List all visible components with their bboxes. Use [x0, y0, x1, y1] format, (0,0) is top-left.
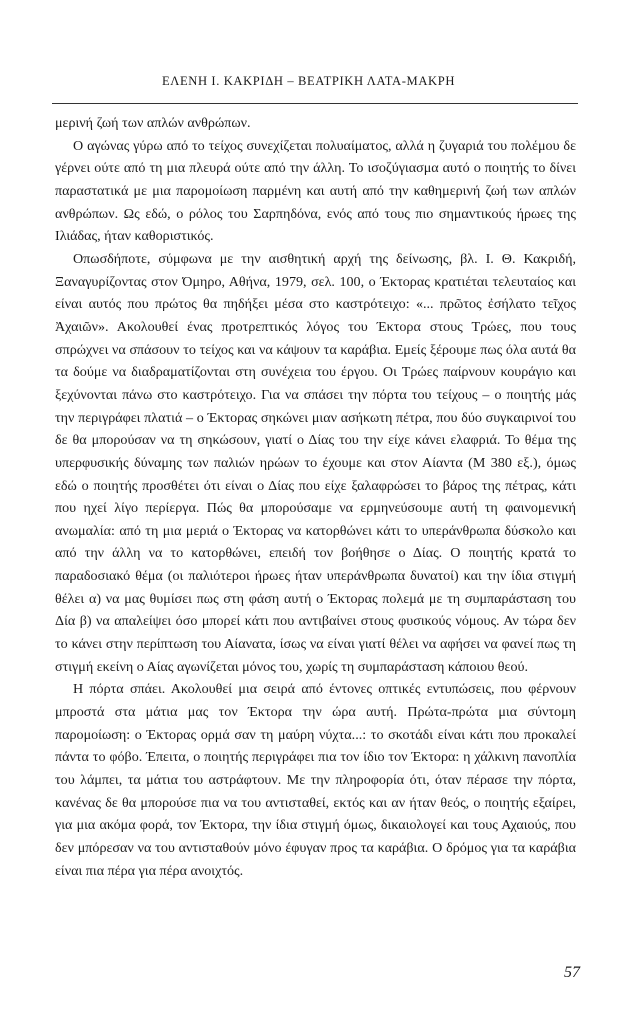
paragraph: Οπωσδήποτε, σύμφωνα με την αισθητική αρχή της δείνωσης, βλ. Ι. Θ. Κακριδή, Ξαναγυρίζοντας στον Όμηρο, Αθήνα, 1979, σελ. 100, ο Έκτορας κρατιέται τελευταίος και είναι αυτός που πρώτος θα πηδήξει μέσα στο καστρότειχο: «... πρῶτος ἐσήλατο τεῖχος Ἀχαιῶν». Ακολουθεί ένας προτρεπτικός λόγος του Έκτορα στους Τρώες, που τους σπρώχνει να σπάσουν το τείχος και να κάψουν τα καράβια. Εμείς ξέρουμε πως όλα αυτά θα τα δούμε να διαδραματίζονται στη συνέχεια του έργου. Οι Τρώες παίρνουν κουράγιο και ξεχύνονται πάνω στο καστρότειχο. Για να σπάσει την πόρτα του τείχους – ο ποιητής μάς την περιγράφει πλατιά – ο Έκτορας σηκώνει μιαν ασήκωτη πέτρα, που δύο συγκαιρινοί του δε θα μπορούσαν να τη σηκώσουν, γιατί ο Δίας του την είχε κάνει ελαφριά. Το θέμα της υπερφυσικής δύναμης των παλιών ηρώων το έχουμε και στον Αίαντα (Μ 380 εξ.), όμως εδώ ο ποιητής προσθέτει ότι είναι ο Δίας που είχε ξαλαφρώσει το βάρος της πέτρας, κάτι που ηχεί λίγο περίεργα. Πώς θα μπορούσαμε να ερμηνεύσουμε αυτή τη φαινομενική ανωμαλία: από τη μια μεριά ο Έκτορας να κατορθώνει κάτι το υπεράνθρωπα δύσκολο και από την άλλη να το κατορθώνει, επειδή τον βοήθησε ο Δίας. Ο ποιητής κρατά το παραδοσιακό θέμα (οι παλιότεροι ήρωες ήταν υπεράνθρωπα δυνατοί) και την ίδια στιγμή θέλει α) να μας θυμίσει πως στη φάση αυτή ο Έκτορας πολεμά με τη συμπαράσταση του Δία β) να απαλείψει όσο μπορεί κάτι που αντιβαίνει στους φυσικούς νόμους. Αν τώρα δεν το κάνει στην περίπτωση του Αίανατα, ίσως να είναι γιατί θέλει να αφήσει να φανεί πως τη στιγμή εκείνη ο Αίας αγωνίζεται μόνος του, χωρίς τη συμπαράσταση κάποιου θεού.: [55, 250, 576, 675]
paragraph: Ο αγώνας γύρω από το τείχος συνεχίζεται πολυαίματος, αλλά η ζυγαριά του πολέμου δε γέρνει ούτε από τη μια πλευρά ούτε από την άλλη. Το ισοζύγιασμα αυτό ο ποιητής το δίνει παραστατικά με μια παρομοίωση παρμένη και αυτή από την καθημερινή ζωή των απλών ανθρώπων. Ως εδώ, ο ρόλος του Σαρπηδόνα, ενός από τους πιο σημαντικούς ήρωες της Ιλιάδας, ήταν καθοριστικός.: [55, 137, 576, 245]
paragraph-continuation: μερινή ζωή των απλών ανθρώπων.: [55, 115, 251, 131]
page-number: 57: [564, 964, 580, 981]
paragraph: Η πόρτα σπάει. Ακολουθεί μια σειρά από έντονες οπτικές εντυπώσεις, που φέρνουν μπροστά στα μάτια μας τον Έκτορα την ώρα αυτή. Πρώτα-πρώτα μια σύντομη παρομοίωση: ο Έκτορας ορμά σαν τη μαύρη νύχτα...: το σκοτάδι είναι κάτι που προκαλεί πάντα το φόβο. Έπειτα, ο ποιητής περιγράφει πια τον ίδιο τον Έκτορα: η χάλκινη πανοπλία του λάμπει, τα μάτια του αστράφτουν. Με την πληροφορία ότι, όταν πέρασε την πόρτα, κανένας δε θα μπορούσε πια να του αντισταθεί, εκτός και αν ήταν θεός, ο ποιητής εξαίρει, για μια ακόμα φορά, τον Έκτορα, την ίδια στιγμή όμως, δικαιολογεί και τους Αχαιούς, που δεν μπόρεσαν να του αντισταθούν μόνο έφυγαν προς τα καράβια. Ο δρόμος για τα καράβια είναι πια πέρα για πέρα ανοιχτός.: [55, 681, 576, 879]
body-text: [55, 112, 576, 882]
running-head: ΕΛΕΝΗ Ι. ΚΑΚΡΙΔΗ – ΒΕΑΤΡΙΚΗ ΛΑΤΑ-ΜΑΚΡΗ: [161, 74, 456, 88]
header-rule: [52, 103, 578, 104]
